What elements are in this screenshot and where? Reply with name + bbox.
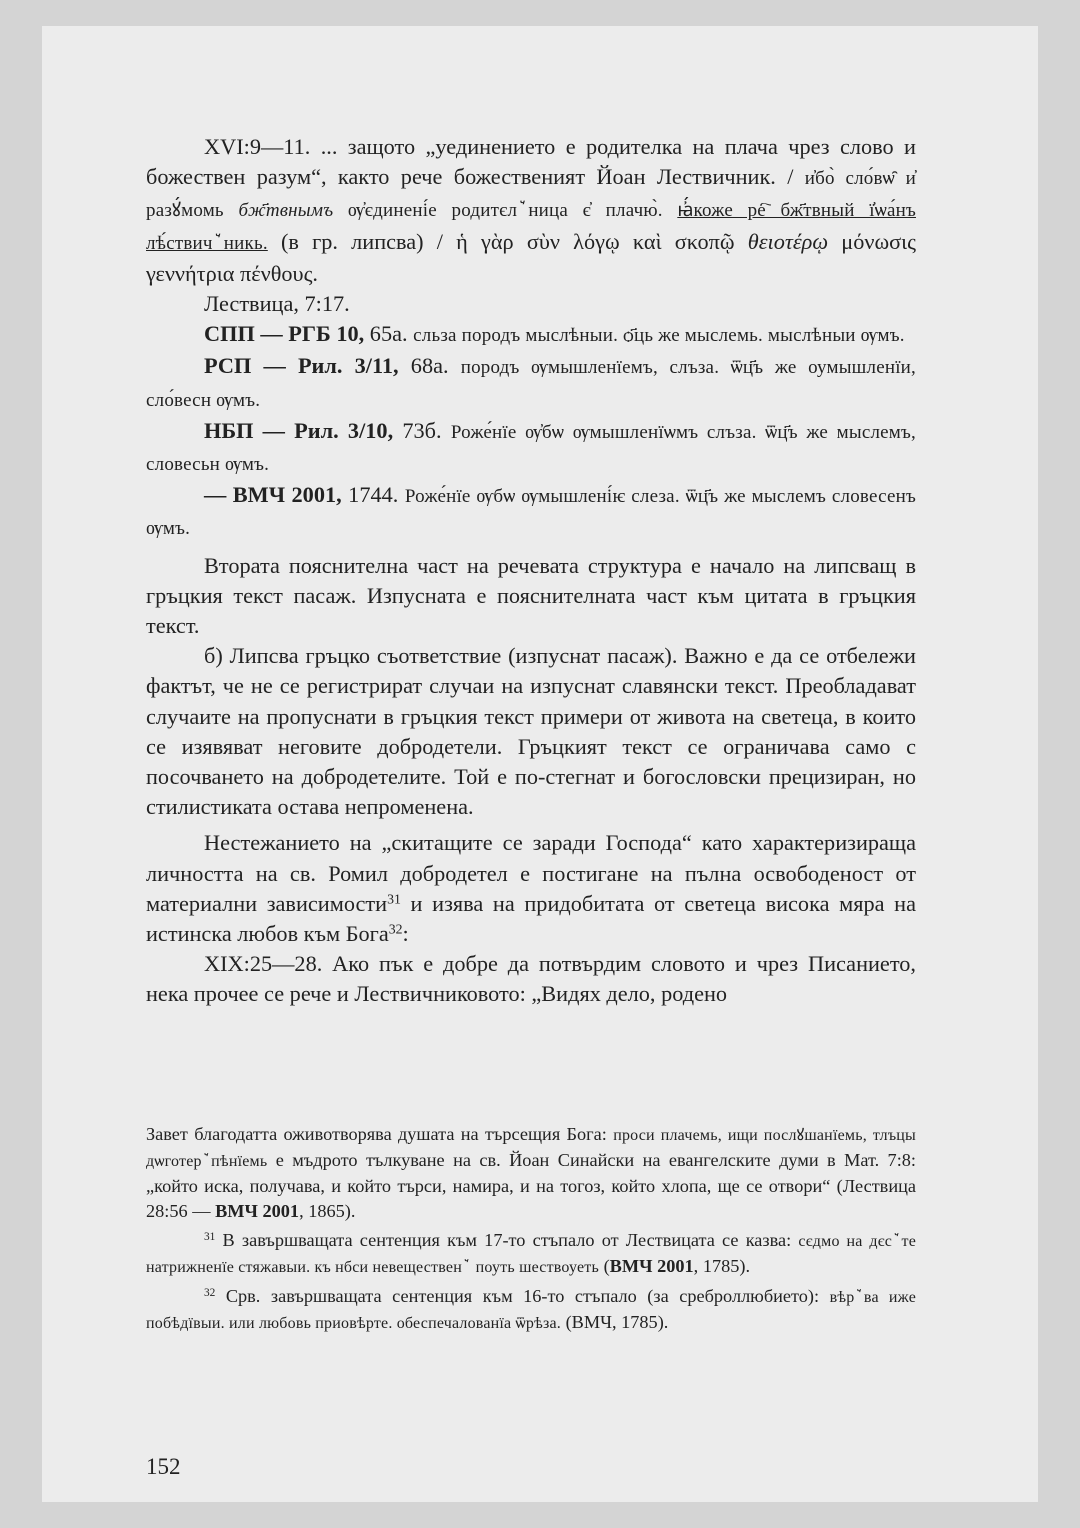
paragraph-xvi-citation: XVI:9—11. ... защото „уединението е родителка на плача чрез слово и божествен разум“, както рече божественият Йоан Лествичник. / и҆бо̀ сло́вѡ̑ и҆ разꙋ́момь бж҃твнымъ ѹ҆єдинені́е родитєлꙿница є҆ плачю̀. ꙗ҆́коже ре҇ бж҃твный ї҆ѡа́нъ лѣ́ствичꙿникь. (в гр. липсва) / ἡ γὰρ σὺν λόγῳ καὶ σκοπῷ θειοτέρῳ μόνωσις γεννήτρια πένθους.: [146, 134, 916, 286]
paragraph-rsp: РСП — Рил. 3/11, 68а. породъ ѹмышленїемъ, слъза. ѿц҃ъ же оумышленїи, сло́весн ѹмъ.: [146, 353, 916, 411]
book-page: [42, 26, 1038, 1502]
paragraph-xix-citation: XIX:25—28. Ако пък е добре да потвърдим словото и чрез Писанието, нека прочее се рече и Лествичниковото: „Видях дело, родено: [146, 951, 916, 1007]
paragraph-missing-greek: б) Липсва гръцко съответствие (изпуснат пасаж). Важно е да се отбележи фактът, че не се регистрират случаи на изпуснат славянски текст. Преобладават случаите на пропуснати в гръцкия текст примери от живота на светеца, в които се изявяват неговите добродетели. Гръцкият текст се ограничава само с посочването на добродетелите. Той е по-стегнат и богословски прецизиран, но стилистиката остава непроменена.: [146, 643, 916, 820]
footnote-31: $^{31}$ В завършващата сентенция към 17-то стъпало от Лествицата се казва: сєдмо на дєсꙿте натрижненїе стяжавыи. къ нбси невещественꙿ поуть шествоуеть (ВМЧ 2001, 1785).: [146, 1230, 917, 1276]
footnote-continued: Завет благодатта оживотворява душата на търсещия Бога: проси плачемь, ищи послꙋшанїемь, тлъцы дѡготерꙿпѣнїемь е мъдрото тълкуване на св. Йоан Синайски на евангелските думи в Мат. 7:8: „който иска, получава, и който търси, намира, и на тогоз, който хлопа, ще се отвори“ (Лествица 28:56 — ВМЧ 2001, 1865).: [146, 1124, 917, 1221]
footnote-ref-31[interactable]: 31: [387, 891, 401, 907]
main-text: [146, 132, 916, 1010]
paragraph-vmch: — ВМЧ 2001, 1744. Роже́нїе ѹбѡ ѹмышлені́ѥ слеза. ѿц҃ъ же мыслемъ словесенъ ѹмъ.: [146, 482, 916, 540]
footnote-32: $^{32}$ Срв. завършващата сентенция към 16-то стъпало (за среброллюбието): вѣрꙿва иже побѣдївыи. или любовь приовѣрте. обеспечалованїа ѿрѣза. (ВМЧ, 1785).: [146, 1286, 916, 1332]
footnote-ref-32[interactable]: 32: [388, 921, 403, 937]
paragraph-nbp: НБП — Рил. 3/10, 73б. Роже́нїе ѹ҆бѡ ѹмышленїѡмъ слъза. ѿц҃ъ же мыслемъ, словесьн ѹмъ.: [146, 417, 916, 476]
paragraph-reference: Лествица, 7:17.: [204, 291, 350, 317]
footnotes: [146, 1122, 916, 1340]
paragraph-explanation: Втората пояснителна част на речевата структура е начало на липсващ в гръцкия текст пасаж. Изпусната е пояснителната част към цитата в гръцкия текст.: [146, 552, 916, 639]
page-number: 152: [146, 1454, 181, 1479]
paragraph-nonpossession: Нестежанието на „скитащите се заради Господа“ като характеризираща личността на св. Ромил добродетел е постигане на пълна освободеност от материални зависимости$^{31}$ и изява на придобитата от светеца висока мяра на истинска любов към Бога$^{32}$:: [146, 830, 916, 947]
paragraph-spp: СПП — РГБ 10, 65а. сльза породъ мыслѣныи. ѻ҃ць же мыслемь. мыслѣныи ѹмъ.: [204, 321, 905, 347]
